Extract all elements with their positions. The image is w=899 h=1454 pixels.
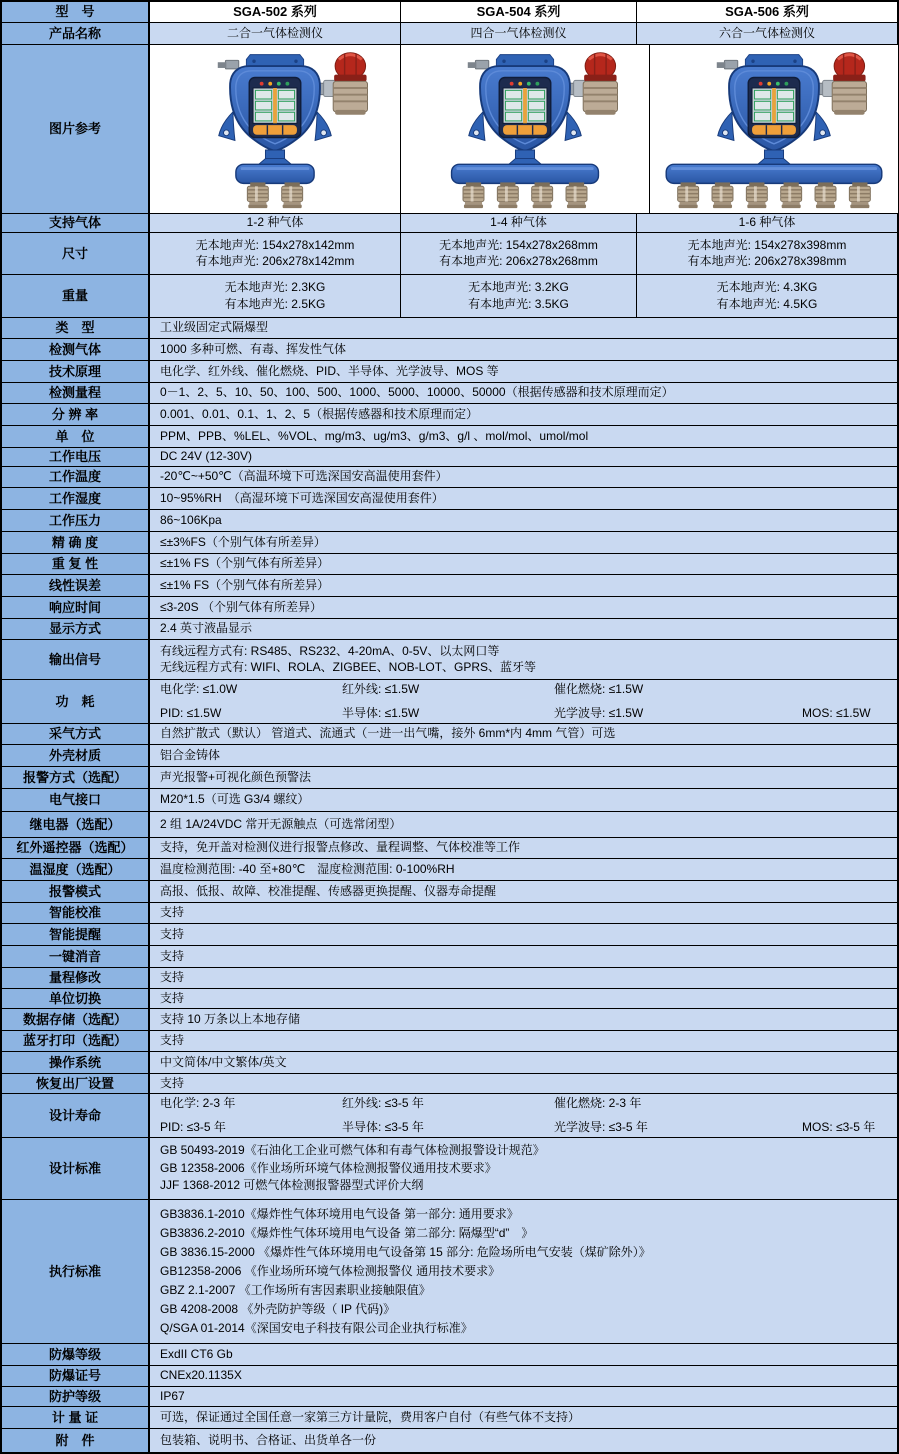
model-cell: SGA-504 系列	[401, 2, 637, 22]
spec-label: 恢复出厂设置	[2, 1074, 150, 1093]
spec-label: 防爆等级	[2, 1344, 150, 1365]
row-housing	[2, 745, 897, 767]
standard-line: Q/SGA 01-2014《深国安电子科技有限公司企业执行标准》	[160, 1320, 473, 1335]
size-cell	[401, 233, 637, 274]
row-factory-reset	[2, 1074, 897, 1094]
standard-line: GB12358-2006 《作业场所环境气体检测报警仪 通用技术要求》	[160, 1263, 501, 1278]
standard-line: GB 50493-2019《石油化工企业可燃气体和有毒气体检测报警设计规范》	[160, 1143, 545, 1158]
spec-value: 1000 多种可燃、有毒、挥发性气体	[150, 339, 897, 360]
spec-value: 包装箱、说明书、合格证、出货单各一份	[150, 1429, 897, 1452]
alarm-beacon	[313, 53, 367, 115]
spec-label: 重 复 性	[2, 554, 150, 574]
spec-value: 10~95%RH （高湿环境下可选深国安高湿使用套件）	[150, 488, 897, 509]
size-line: 有本地声光: 206x278x142mm	[195, 254, 355, 269]
power-item: 红外线: ≤1.5W	[342, 681, 420, 696]
weight-line: 有本地声光: 2.5KG	[224, 296, 326, 311]
row-type	[2, 318, 897, 339]
row-product-image	[2, 45, 897, 214]
size-line: 无本地声光: 154x278x268mm	[439, 237, 598, 252]
standard-line: GB 3836.15-2000 《爆炸性气体环境用电气设备第 15 部分: 危险场所电气安装（煤矿除外）》	[160, 1244, 651, 1259]
row-metering-cert	[2, 1407, 897, 1429]
spec-label: 图片参考	[2, 45, 150, 213]
row-smart-calibration	[2, 903, 897, 924]
row-data-storage	[2, 1009, 897, 1031]
spec-label: 重量	[2, 275, 150, 317]
row-alarm-modes	[2, 881, 897, 903]
spec-value: 支持 10 万条以上本地存储	[150, 1009, 897, 1030]
spec-label: 红外遥控器（选配）	[2, 838, 150, 858]
spec-label: 电气接口	[2, 789, 150, 811]
spec-value: -20℃~+50℃（高温环境下可选深国安高温使用套件）	[150, 467, 897, 487]
spec-value: 86~106Kpa	[150, 510, 897, 531]
sensor-head	[566, 182, 587, 208]
spec-label: 响应时间	[2, 597, 150, 618]
size-line: 无本地声光: 154x278x142mm	[195, 237, 355, 252]
output-line: 无线远程方式有: WIFI、ROLA、ZIGBEE、NOB-LOT、GPRS、蓝牙等	[160, 659, 537, 674]
row-response-time	[2, 597, 897, 619]
spec-value	[150, 1094, 897, 1137]
spec-label: 操作系统	[2, 1052, 150, 1073]
spec-value: 支持	[150, 1074, 897, 1093]
spec-label: 线性误差	[2, 575, 150, 596]
row-unit	[2, 426, 897, 448]
row-bluetooth-print	[2, 1031, 897, 1052]
manifold	[666, 150, 882, 183]
spec-value: 电化学、红外线、催化燃烧、PID、半导体、光学波导、MOS 等	[150, 361, 897, 382]
model-cell: SGA-506 系列	[637, 2, 897, 22]
row-ex-grade	[2, 1344, 897, 1366]
size-line: 无本地声光: 154x278x398mm	[687, 237, 847, 252]
spec-label: 量程修改	[2, 968, 150, 988]
spec-value	[150, 640, 897, 679]
alarm-beacon	[563, 53, 617, 115]
spec-label: 工作压力	[2, 510, 150, 531]
spec-label: 防护等级	[2, 1387, 150, 1406]
row-voltage	[2, 448, 897, 467]
spec-label: 类 型	[2, 318, 150, 338]
spec-label: 智能校准	[2, 903, 150, 923]
row-resolution	[2, 404, 897, 426]
row-size	[2, 233, 897, 275]
product-image-sga502	[151, 47, 399, 211]
spec-value: 0.001、0.01、0.1、1、2、5（根据传感器和技术原理而定）	[150, 404, 897, 425]
spec-label: 采气方式	[2, 724, 150, 744]
spec-value: ≤3-20S （个别气体有所差异）	[150, 597, 897, 618]
row-display	[2, 619, 897, 640]
row-unit-switch	[2, 989, 897, 1009]
row-ip-rating	[2, 1387, 897, 1407]
row-one-key-mute	[2, 946, 897, 968]
lifetime-item: 电化学: 2-3 年	[160, 1095, 236, 1110]
sensor-head	[781, 182, 802, 208]
standard-line: JJF 1368-2012 可燃气体检测报警器型式评价大纲	[160, 1178, 424, 1193]
spec-value: ≤±1% FS（个别气体有所差异）	[150, 575, 897, 596]
spec-label: 显示方式	[2, 619, 150, 639]
spec-label: 智能提醒	[2, 924, 150, 945]
manifold	[236, 150, 314, 183]
row-temp-humidity-option	[2, 859, 897, 881]
row-supported-gases	[2, 214, 897, 233]
spec-value: 声光报警+可视化颜色预警法	[150, 767, 897, 788]
power-item: 半导体: ≤1.5W	[342, 706, 420, 720]
gas-count-cell: 1-6 种气体	[637, 214, 897, 232]
standard-line: GB 4208-2008 《外壳防护等级（ IP 代码)》	[160, 1301, 396, 1316]
weight-cell	[637, 275, 897, 317]
spec-value	[150, 1200, 897, 1343]
spec-label: 检测量程	[2, 383, 150, 403]
standard-line: GBZ 2.1-2007 《工作场所有害因素职业接触限值》	[160, 1282, 431, 1297]
row-model	[2, 2, 897, 23]
spec-label: 温湿度（选配）	[2, 859, 150, 880]
power-item: 光学波导: ≤1.5W	[554, 706, 644, 720]
row-relay	[2, 812, 897, 838]
row-power-consumption	[2, 680, 897, 724]
sensor-head	[282, 182, 303, 208]
lifetime-item	[802, 1097, 891, 1110]
standard-line: GB3836.1-2010《爆炸性气体环境用电气设备 第一部分: 通用要求》	[160, 1206, 519, 1221]
spec-label: 单 位	[2, 426, 150, 447]
lifetime-item: 催化燃烧: 2-3 年	[554, 1095, 642, 1110]
spec-label: 型 号	[2, 2, 150, 22]
spec-value: M20*1.5（可选 G3/4 螺纹）	[150, 789, 897, 811]
size-cell	[637, 233, 897, 274]
spec-value: 支持	[150, 989, 897, 1008]
spec-value: 支持，免开盖对检测仪进行报警点修改、量程调整、气体校准等工作	[150, 838, 897, 858]
gas-count-cell: 1-2 种气体	[150, 214, 401, 232]
lcd-screen	[249, 77, 301, 137]
spec-label: 执行标准	[2, 1200, 150, 1343]
spec-label: 设计标准	[2, 1138, 150, 1199]
weight-line: 有本地声光: 3.5KG	[468, 296, 569, 311]
sensor-head	[746, 182, 767, 208]
size-cell	[150, 233, 401, 274]
spec-value: CNEx20.1135X	[150, 1366, 897, 1386]
row-accessories	[2, 1429, 897, 1452]
spec-value: 0－1、2、5、10、50、100、500、1000、5000、10000、50000（根据传感器和技术原理而定）	[150, 383, 897, 403]
gas-count-cell: 1-4 种气体	[401, 214, 637, 232]
power-item: 电化学: ≤1.0W	[160, 681, 238, 696]
row-accuracy	[2, 532, 897, 554]
row-pressure	[2, 510, 897, 532]
spec-value: 高报、低报、故障、校准提醒、传感器更换提醒、仪器寿命提醒	[150, 881, 897, 902]
spec-value	[150, 680, 897, 723]
lifetime-item: 红外线: ≤3-5 年	[342, 1095, 424, 1110]
spec-label: 支持气体	[2, 214, 150, 232]
spec-label: 检测气体	[2, 339, 150, 360]
lcd-screen	[748, 77, 800, 137]
spec-label: 尺寸	[2, 233, 150, 274]
spec-label: 计 量 证	[2, 1407, 150, 1428]
weight-line: 有本地声光: 4.5KG	[716, 296, 818, 311]
spec-label: 输出信号	[2, 640, 150, 679]
spec-value: 温度检测范围: -40 至+80℃ 湿度检测范围: 0-100%RH	[150, 859, 897, 880]
sensor-head	[532, 182, 553, 208]
spec-value: DC 24V (12-30V)	[150, 448, 897, 466]
spec-label: 工作湿度	[2, 488, 150, 509]
spec-value: 2.4 英寸液晶显示	[150, 619, 897, 639]
row-exec-standards	[2, 1200, 897, 1344]
lifetime-item: PID: ≤3-5 年	[160, 1120, 226, 1134]
manifold	[452, 150, 599, 183]
row-humidity	[2, 488, 897, 510]
row-electrical-port	[2, 789, 897, 812]
row-temperature	[2, 467, 897, 488]
power-item: 催化燃烧: ≤1.5W	[554, 681, 644, 696]
spec-label: 附 件	[2, 1429, 150, 1452]
spec-value: 支持	[150, 924, 897, 945]
spec-label: 设计寿命	[2, 1094, 150, 1137]
alarm-beacon	[812, 53, 866, 115]
output-line: 有线远程方式有: RS485、RS232、4-20mA、0-5V、以太网口等	[160, 643, 500, 658]
row-product-name	[2, 23, 897, 45]
spec-value: ≤±3%FS（个别气体有所差异）	[150, 532, 897, 553]
spec-label: 继电器（选配）	[2, 812, 150, 837]
spec-label: 外壳材质	[2, 745, 150, 766]
spec-value: PPM、PPB、%LEL、%VOL、mg/m3、ug/m3、g/m3、g/l 、mol/mol、umol/mol	[150, 426, 897, 447]
sensor-head	[247, 182, 268, 208]
model-cell: SGA-502 系列	[150, 2, 401, 22]
spec-value: 支持	[150, 968, 897, 988]
spec-value: 铝合金铸体	[150, 745, 897, 766]
sensor-head	[678, 182, 699, 208]
spec-label: 单位切换	[2, 989, 150, 1008]
spec-label: 功 耗	[2, 680, 150, 723]
spec-label: 分 辨 率	[2, 404, 150, 425]
row-principle	[2, 361, 897, 383]
row-ex-cert	[2, 1366, 897, 1387]
spec-label: 报警模式	[2, 881, 150, 902]
row-weight	[2, 275, 897, 318]
row-repeatability	[2, 554, 897, 575]
product-name-cell: 四合一气体检测仪	[401, 23, 637, 44]
spec-label: 防爆证号	[2, 1366, 150, 1386]
weight-cell	[150, 275, 401, 317]
row-os	[2, 1052, 897, 1074]
spec-label: 一键消音	[2, 946, 150, 967]
lifetime-item: 半导体: ≤3-5 年	[342, 1120, 424, 1134]
row-design-standards	[2, 1138, 897, 1200]
row-linearity	[2, 575, 897, 597]
spec-value: 自然扩散式（默认） 管道式、流通式（一进一出气嘴，接外 6mm*内 4mm 气管）可选	[150, 724, 897, 744]
row-range	[2, 383, 897, 404]
row-sampling	[2, 724, 897, 745]
lcd-screen	[499, 77, 551, 137]
spec-label: 精 确 度	[2, 532, 150, 553]
spec-value: ≤±1% FS（个别气体有所差异）	[150, 554, 897, 574]
lifetime-item: 光学波导: ≤3-5 年	[554, 1120, 648, 1134]
row-alarm-method	[2, 767, 897, 789]
spec-value: 中文简体/中文繁体/英文	[150, 1052, 897, 1073]
spec-value: 支持	[150, 1031, 897, 1051]
weight-line: 无本地声光: 4.3KG	[716, 279, 818, 294]
product-image-sga506	[650, 47, 898, 211]
spec-value: 支持	[150, 946, 897, 967]
product-name-cell: 二合一气体检测仪	[150, 23, 401, 44]
spec-value: IP67	[150, 1387, 897, 1406]
sensor-head	[815, 182, 836, 208]
lifetime-item: MOS: ≤3-5 年	[802, 1120, 876, 1134]
weight-line: 无本地声光: 2.3KG	[224, 279, 326, 294]
standard-line: GB3836.2-2010《爆炸性气体环境用电气设备 第二部分: 隔爆型“d” 》	[160, 1225, 534, 1240]
row-gas-detect	[2, 339, 897, 361]
sensor-head	[463, 182, 484, 208]
row-design-lifetime	[2, 1094, 897, 1138]
product-image-sga504	[401, 47, 649, 211]
row-output-signal	[2, 640, 897, 680]
spec-value: 工业级固定式隔爆型	[150, 318, 897, 338]
spec-label: 数据存储（选配）	[2, 1009, 150, 1030]
size-line: 有本地声光: 206x278x268mm	[439, 254, 598, 269]
sensor-head	[849, 182, 870, 208]
standard-line: GB 12358-2006《作业场所环境气体检测报警仪通用技术要求》	[160, 1160, 497, 1175]
spec-value: ExdII CT6 Gb	[150, 1344, 897, 1365]
power-item: PID: ≤1.5W	[160, 706, 222, 720]
product-name-cell: 六合一气体检测仪	[637, 23, 897, 44]
weight-cell	[401, 275, 637, 317]
spec-value	[150, 1138, 897, 1199]
spec-value: 支持	[150, 903, 897, 923]
size-line: 有本地声光: 206x278x398mm	[687, 254, 847, 269]
spec-label: 技术原理	[2, 361, 150, 382]
spec-value: 2 组 1A/24VDC 常开无源触点（可选常闭型）	[150, 812, 897, 837]
power-item	[802, 683, 891, 696]
row-ir-remote	[2, 838, 897, 859]
spec-value: 可选，保证通过全国任意一家第三方计量院，费用客户自付（有些气体不支持）	[150, 1407, 897, 1428]
spec-label: 报警方式（选配）	[2, 767, 150, 788]
row-range-modify	[2, 968, 897, 989]
power-item: MOS: ≤1.5W	[802, 706, 871, 720]
spec-label: 工作温度	[2, 467, 150, 487]
spec-label: 蓝牙打印（选配）	[2, 1031, 150, 1051]
row-smart-alert	[2, 924, 897, 946]
weight-line: 无本地声光: 3.2KG	[468, 279, 569, 294]
sensor-head	[712, 182, 733, 208]
sensor-head	[497, 182, 518, 208]
spec-label: 工作电压	[2, 448, 150, 466]
spec-label: 产品名称	[2, 23, 150, 44]
